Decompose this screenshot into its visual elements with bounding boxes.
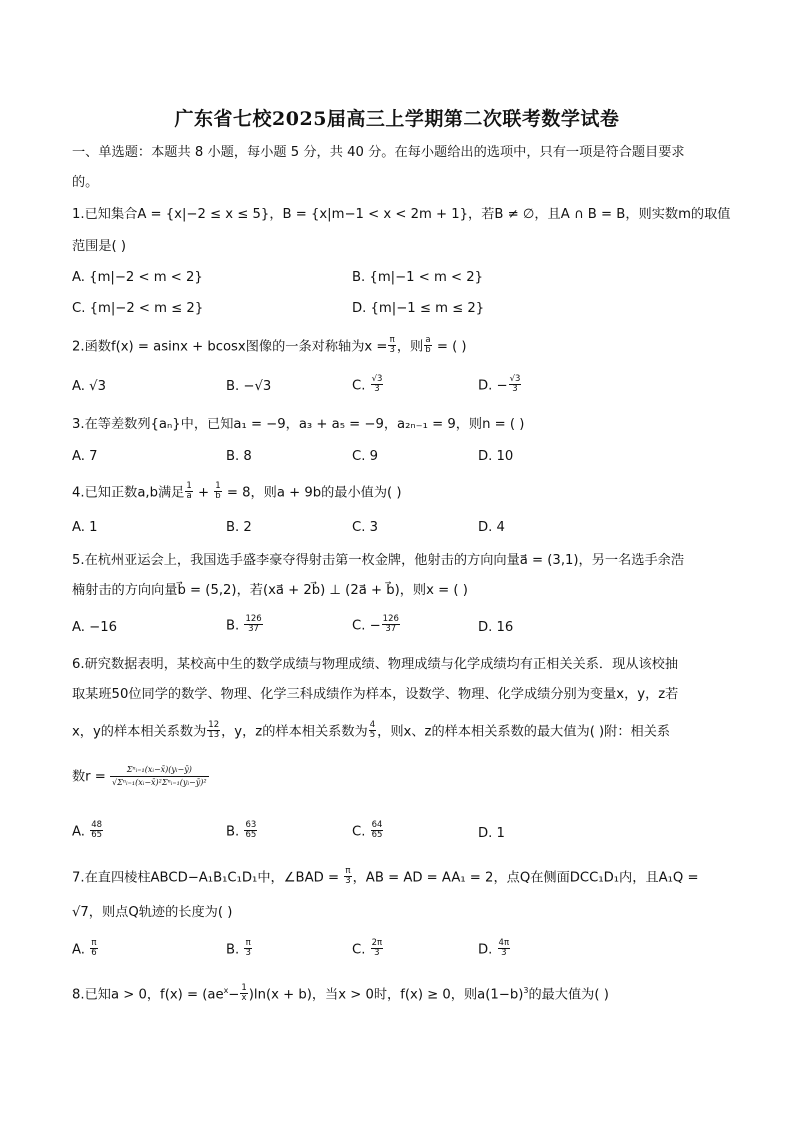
- question-6-option-b: B. $\frac{63}{65}$: [226, 820, 257, 840]
- question-2-option-a: A. √3: [72, 379, 106, 394]
- section-heading-cont: 的。: [72, 175, 99, 190]
- correlation-formula: 数r = $\frac{\text{Σⁿᵢ₌₁(xᵢ−x̄)(yᵢ−ȳ)}}{\text{√Σⁿᵢ₌₁(xᵢ−x̄)²Σⁿᵢ₌₁(yᵢ−ȳ)²}}$: [72, 765, 207, 787]
- question-6-stem-cont2: x，y的样本相关系数为 $\frac{12}{13}$ ，y，z的样本相关系数为 $\frac{4}{5}$ ，则x、z的样本相关系数的最大值为( )附：相关系: [72, 720, 671, 740]
- question-1-option-d: D. {m|−1 ≤ m ≤ 2}: [352, 301, 485, 316]
- question-6-option-d: D. 1: [478, 826, 505, 841]
- question-7-stem-cont: √7，则点Q轨迹的长度为( ): [72, 905, 233, 920]
- question-7-option-c: C. $\frac{2\pi}{3}$: [352, 938, 383, 958]
- page-title: 广东省七校2025届高三上学期第二次联考数学试卷: [174, 108, 620, 130]
- question-6-option-a: A. $\frac{48}{65}$: [72, 820, 103, 840]
- question-5-option-d: D. 16: [478, 620, 514, 635]
- question-7-stem: 7.在直四棱柱ABCD−A₁B₁C₁D₁中，∠BAD = $\frac{\pi}{3}$ ，AB = AD = AA₁ = 2，点Q在侧面DCC₁D₁内，且A₁Q =: [72, 866, 699, 886]
- fraction: $\frac{a}{b}$: [425, 335, 431, 355]
- question-5-option-b: B. $\frac{126}{37}$: [226, 614, 262, 634]
- question-2-option-c: C. $\frac{√3}{3}$: [352, 374, 383, 394]
- question-5-option-a: A. −16: [72, 620, 118, 635]
- question-4-option-b: B. 2: [226, 520, 252, 535]
- question-1-option-b: B. {m|−1 < m < 2}: [352, 270, 484, 285]
- question-1-option-c: C. {m|−2 < m ≤ 2}: [72, 301, 204, 316]
- section-heading: 一、单选题：本题共 8 小题，每小题 5 分，共 40 分。在每小题给出的选项中，只有一项是符合题目要求: [72, 145, 685, 160]
- question-6-stem: 6.研究数据表明，某校高中生的数学成绩与物理成绩、物理成绩与化学成绩均有正相关关系．现从该校抽: [72, 657, 679, 672]
- question-4-stem: 4.已知正数a,b满足 $\frac{1}{a}$ + $\frac{1}{b}$ = 8，则a + 9b的最小值为( ): [72, 481, 402, 501]
- question-2-option-d: D. − $\frac{√3}{3}$: [478, 374, 521, 394]
- question-5-stem: 5.在杭州亚运会上，我国选手盛李豪夺得射击第一枚金牌，他射击的方向向量a⃗ = (3,1)，另一名选手余浩: [72, 553, 685, 568]
- question-3-stem: 3.在等差数列{aₙ}中，已知a₁ = −9，a₃ + a₅ = −9，a₂ₙ₋₁ = 9，则n = ( ): [72, 417, 525, 432]
- question-5-option-c: C. − $\frac{126}{37}$: [352, 614, 399, 634]
- question-8-stem: 8.已知a > 0，$f(x) = (ae^x-$ $\frac{1}{x}$ )ln(x + b)，当x > 0时，f(x) ≥ 0，则$a(1-b)^3$的最大值为( ): [72, 982, 609, 1003]
- question-6-option-c: C. $\frac{64}{65}$: [352, 820, 383, 840]
- question-5-stem-cont: 楠射击的方向向量b⃗ = (5,2)，若(xa⃗ + 2b⃗) ⊥ (2a⃗ + b⃗)，则x = ( ): [72, 583, 468, 598]
- question-4-option-d: D. 4: [478, 520, 505, 535]
- question-4-option-c: C. 3: [352, 520, 378, 535]
- question-3-option-b: B. 8: [226, 449, 252, 464]
- question-1-stem: 1.已知集合A = {x|−2 ≤ x ≤ 5}，B = {x|m−1 < x < 2m + 1}，若B ≠ ∅，且A ∩ B = B，则实数m的取值: [72, 207, 731, 222]
- question-2-option-b: B. −√3: [226, 379, 272, 394]
- fraction: $\frac{\pi}{3}$: [389, 335, 395, 355]
- question-7-option-d: D. $\frac{4\pi}{3}$: [478, 938, 510, 958]
- question-7-option-a: A. $\frac{\pi}{6}$: [72, 938, 97, 958]
- question-4-option-a: A. 1: [72, 520, 98, 535]
- question-1-option-a: A. {m|−2 < m < 2}: [72, 270, 203, 285]
- question-3-option-d: D. 10: [478, 449, 514, 464]
- question-3-option-a: A. 7: [72, 449, 98, 464]
- question-2-stem: 2.函数f(x) = asinx + bcosx图像的一条对称轴为x = $\frac{\pi}{3}$ ，则 $\frac{a}{b}$ = ( ): [72, 335, 467, 355]
- question-6-stem-cont: 取某班50位同学的数学、物理、化学三科成绩作为样本，设数学、物理、化学成绩分别为变量x，y，z若: [72, 687, 679, 702]
- question-3-option-c: C. 9: [352, 449, 378, 464]
- question-7-option-b: B. $\frac{\pi}{3}$: [226, 938, 251, 958]
- question-1-stem-cont: 范围是( ): [72, 239, 127, 254]
